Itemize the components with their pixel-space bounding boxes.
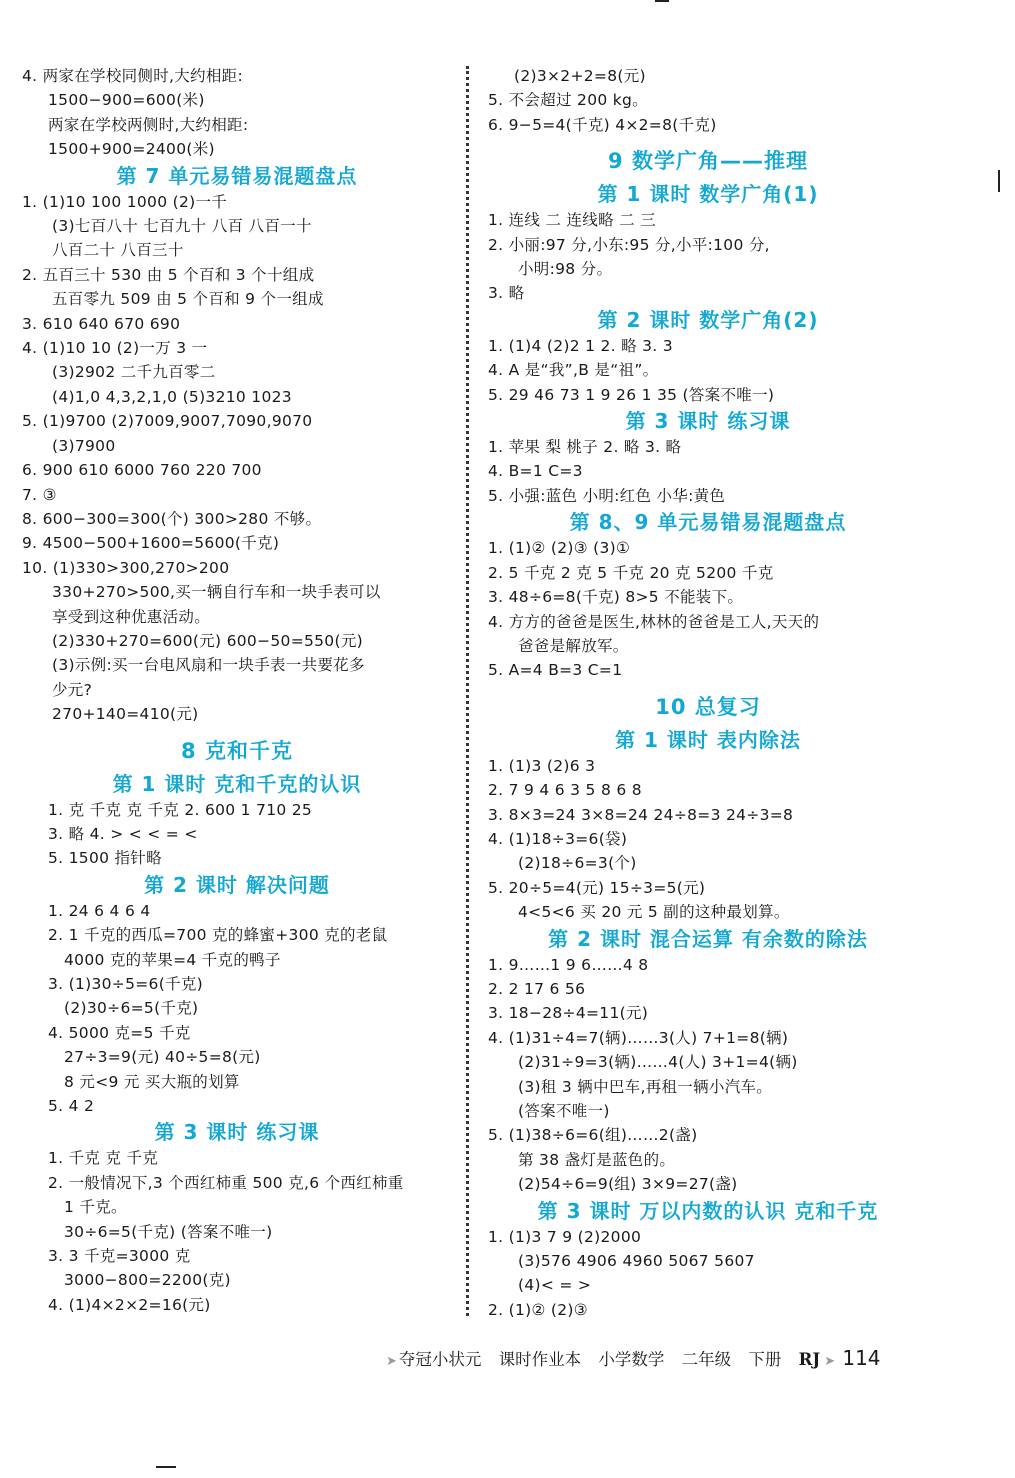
answer-line: 5. 29 46 73 1 9 26 1 35 (答案不唯一) [488, 385, 775, 404]
answer-line: 270+140=410(元) [52, 705, 199, 724]
answer-line: 3. 48÷6=8(千克) 8>5 不能装下。 [488, 588, 744, 607]
answer-line: 5. 20÷5=4(元) 15÷3=5(元) [488, 878, 706, 897]
answer-line: 330+270>500,买一辆自行车和一块手表可以 [52, 583, 381, 602]
answer-line: 五百零九 509 由 5 个百和 9 个一组成 [52, 290, 324, 309]
answer-line: 3. 610 640 670 690 [22, 314, 181, 333]
answer-line: (3)2902 二千九百零二 [52, 363, 216, 382]
answer-line: (2)30÷6=5(千克) [64, 999, 199, 1018]
answer-line: 1. 24 6 4 6 4 [48, 901, 151, 920]
section-heading: 第 8、9 单元易错易混题盘点 [569, 510, 847, 535]
answer-line: 4000 克的苹果=4 千克的鸭子 [64, 950, 281, 969]
section-heading: 第 3 课时 练习课 [154, 1120, 320, 1145]
answer-line: (3)七百八十 七百九十 八百 八百一十 [52, 217, 312, 236]
section-heading: 第 2 课时 混合运算 有余数的除法 [548, 926, 868, 951]
answer-line: 3. 略 [488, 284, 525, 303]
answer-line: 5. 1500 指针略 [48, 849, 162, 868]
scan-mark [998, 170, 1000, 192]
answer-line: 4. A 是“我”,B 是“祖”。 [488, 361, 659, 380]
answer-line: 5. A=4 B=3 C=1 [488, 661, 623, 680]
answer-line: 小明:98 分。 [518, 260, 613, 279]
arrow-icon: ➤ [824, 1354, 836, 1369]
answer-line: 2. 五百三十 530 由 5 个百和 3 个十组成 [22, 265, 315, 284]
section-heading: 第 1 课时 数学广角(1) [597, 182, 819, 207]
answer-line: 1. 连线 二 连线略 二 三 [488, 211, 656, 230]
arrow-icon: ➤ [386, 1354, 397, 1369]
answer-line: 3. (1)30÷5=6(千克) [48, 975, 203, 993]
answer-line: 2. 小丽:97 分,小东:95 分,小平:100 分, [488, 235, 770, 254]
answer-line: 2. 2 17 6 56 [488, 979, 586, 998]
section-heading: 第 3 课时 万以内数的认识 克和千克 [537, 1198, 879, 1223]
answer-line: 7. ③ [22, 485, 57, 504]
answer-line: 8. 600−300=300(个) 300>280 不够。 [22, 509, 322, 528]
scan-mark [156, 1466, 176, 1468]
answer-line: 3. 18−28÷4=11(元) [488, 1004, 649, 1023]
answer-line: (2)54÷6=9(组) 3×9=27(盏) [518, 1175, 738, 1194]
answer-line: (2)3×2+2=8(元) [514, 67, 646, 85]
footer-edition: RJ [798, 1350, 821, 1369]
column-divider [466, 66, 469, 1316]
right-column [488, 64, 928, 1322]
answer-line: (2)330+270=600(元) 600−50=550(元) [52, 631, 363, 650]
answer-line: (4)1,0 4,3,2,1,0 (5)3210 1023 [52, 387, 292, 406]
answer-line: 2. 5 千克 2 克 5 千克 20 克 5200 千克 [488, 563, 774, 582]
answer-line: 1. (1)3 (2)6 3 [488, 756, 596, 775]
answer-line: 3000−800=2200(克) [64, 1271, 231, 1290]
answer-line: 4. 方方的爸爸是医生,林林的爸爸是工人,天天的 [488, 612, 820, 631]
section-heading: 第 2 课时 数学广角(2) [597, 307, 819, 332]
footer-book: 课时作业本 [498, 1350, 582, 1369]
answer-line: (2)31÷9=3(辆)……4(人) 3+1=4(辆) [518, 1053, 798, 1072]
answer-line: 2. 7 9 4 6 3 5 8 6 8 [488, 781, 642, 800]
answer-line: 8 元<9 元 买大瓶的划算 [64, 1072, 240, 1091]
answer-line: 爸爸是解放军。 [518, 636, 629, 655]
footer-grade: 二年级 [681, 1350, 732, 1369]
answer-line: 1. (1)10 100 1000 (2)一千 [22, 192, 228, 211]
page-number: 114 [842, 1346, 881, 1370]
answer-line: 4. 两家在学校同侧时,大约相距: [22, 67, 243, 85]
answer-line: (答案不唯一) [518, 1102, 610, 1120]
section-heading: 第 1 课时 克和千克的认识 [112, 771, 362, 796]
section-heading: 第 2 课时 解决问题 [144, 872, 330, 897]
answer-line: 4<5<6 买 20 元 5 副的这种最划算。 [518, 903, 790, 922]
footer-subject: 小学数学 [598, 1350, 665, 1369]
section-heading: 10 总复习 [655, 694, 761, 719]
answer-line: 享受到这种优惠活动。 [52, 607, 211, 626]
answer-line: 4. (1)10 10 (2)一万 3 一 [22, 339, 208, 358]
answer-line: 1. (1)② (2)③ (3)① [488, 539, 631, 558]
answer-line: 1. 千克 克 千克 [48, 1149, 159, 1168]
answer-line: 3. 8×3=24 3×8=24 24÷8=3 24÷3=8 [488, 805, 794, 824]
answer-line: 4. (1)31÷4=7(辆)……3(人) 7+1=8(辆) [488, 1028, 789, 1047]
answer-line: 两家在学校两侧时,大约相距: [48, 115, 249, 134]
answer-line: 2. 1 千克的西瓜=700 克的蜂蜜+300 克的老鼠 [48, 926, 388, 945]
answer-line: 2. 一般情况下,3 个西红柿重 500 克,6 个西红柿重 [48, 1173, 404, 1192]
answer-line: 1500−900=600(米) [48, 91, 205, 110]
answer-line: (2)18÷6=3(个) [518, 854, 637, 873]
answer-line: (3)7900 [52, 436, 116, 455]
section-heading: 第 3 课时 练习课 [625, 409, 791, 434]
answer-line: 八百二十 八百三十 [52, 241, 184, 260]
page-footer [386, 1346, 893, 1370]
answer-line: 5. (1)38÷6=6(组)……2(盏) [488, 1126, 698, 1145]
answer-line: (4)< = > [518, 1276, 592, 1295]
section-heading: 9 数学广角——推理 [608, 149, 808, 174]
answer-line: 4. (1)4×2×2=16(元) [48, 1295, 211, 1314]
section-heading: 第 1 课时 表内除法 [615, 727, 801, 752]
answer-line: 5. 小强:蓝色 小明:红色 小华:黄色 [488, 486, 726, 505]
answer-line: (3)租 3 辆中巴车,再租一辆小汽车。 [518, 1077, 773, 1096]
answer-line: 10. (1)330>300,270>200 [22, 558, 230, 577]
answer-line: 1. 9……1 9 6……4 8 [488, 955, 649, 974]
answer-line: 4. (1)18÷3=6(袋) [488, 829, 628, 848]
answer-line: 9. 4500−500+1600=5600(千克) [22, 534, 280, 553]
left-column [22, 64, 452, 1317]
answer-line: 少元? [52, 680, 93, 699]
scan-mark [655, 0, 669, 2]
answer-line: (3)示例:买一台电风扇和一块手表一共要花多 [52, 656, 365, 675]
answer-line: 5. 不会超过 200 kg。 [488, 91, 648, 110]
answer-line: 5. 4 2 [48, 1097, 95, 1116]
answer-line: 1. 克 千克 克 千克 2. 600 1 710 25 [48, 800, 313, 819]
answer-line: 1 千克。 [64, 1198, 127, 1217]
answer-line: 1. (1)4 (2)2 1 2. 略 3. 3 [488, 336, 673, 355]
answer-line: 1. 苹果 梨 桃子 2. 略 3. 略 [488, 438, 682, 457]
answer-line: 第 38 盏灯是蓝色的。 [518, 1150, 676, 1169]
answer-line: (3)576 4906 4960 5067 5607 [518, 1252, 755, 1271]
answer-line: 5. (1)9700 (2)7009,9007,7090,9070 [22, 412, 313, 431]
answer-line: 6. 900 610 6000 760 220 700 [22, 461, 262, 480]
answer-line: 2. (1)② (2)③ [488, 1300, 588, 1319]
answer-line: 6. 9−5=4(千克) 4×2=8(千克) [488, 115, 717, 134]
answer-line: 1500+900=2400(米) [48, 140, 215, 159]
section-heading: 第 7 单元易错易混题盘点 [116, 163, 358, 188]
answer-line: 30÷6=5(千克) (答案不唯一) [64, 1222, 273, 1241]
answer-line: 3. 3 千克=3000 克 [48, 1247, 191, 1266]
answer-line: 1. (1)3 7 9 (2)2000 [488, 1227, 642, 1246]
answer-line: 4. 5000 克=5 千克 [48, 1023, 191, 1042]
answer-line: 27÷3=9(元) 40÷5=8(元) [64, 1048, 261, 1067]
footer-brand: 夺冠小状元 [398, 1350, 482, 1369]
section-heading: 8 克和千克 [181, 738, 293, 763]
answer-line: 4. B=1 C=3 [488, 462, 583, 481]
footer-term: 下册 [748, 1350, 782, 1369]
answer-line: 3. 略 4. > < < = < [48, 824, 198, 843]
